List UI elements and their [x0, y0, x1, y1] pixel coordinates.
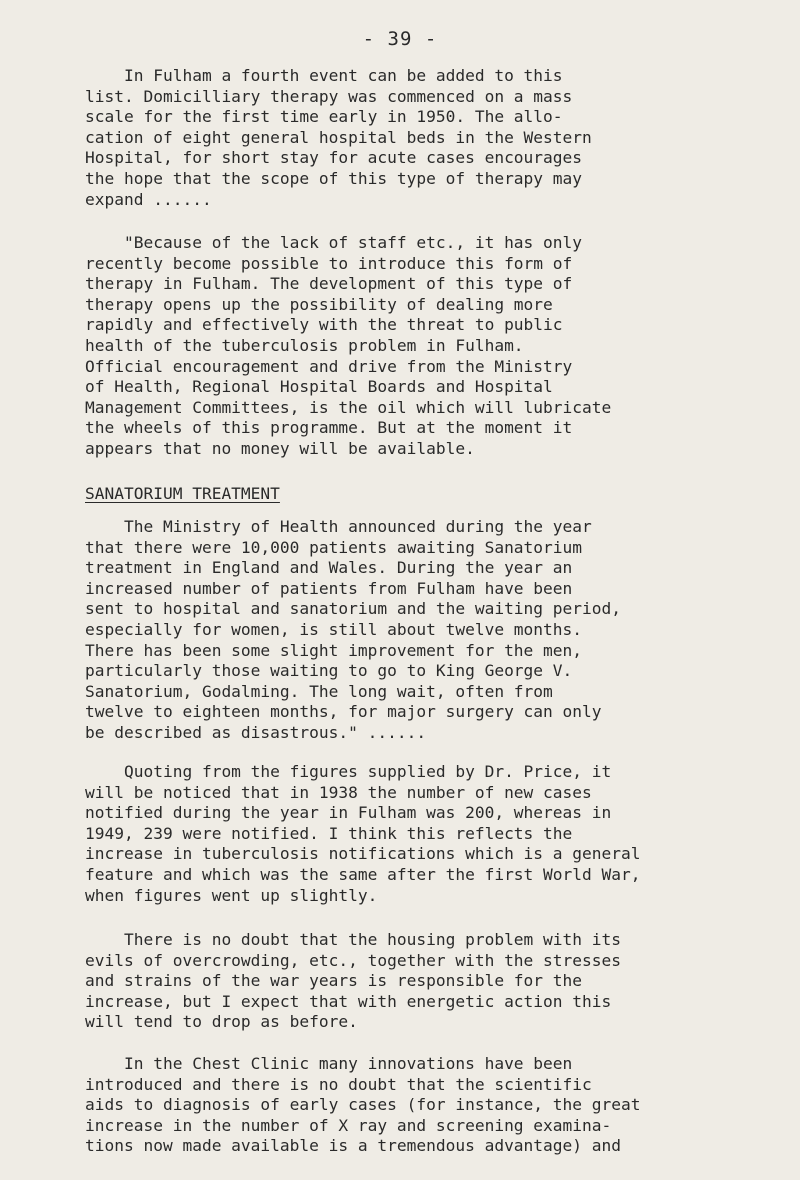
- text-line: feature and which was the same after the first World War,: [85, 864, 641, 884]
- text-line: and strains of the war years is responsible for the: [85, 971, 583, 991]
- text-line: Hospital, for short stay for acute cases encourages: [85, 148, 583, 168]
- text-line: introduced and there is no doubt that the scientific: [85, 1074, 592, 1094]
- text-line: increase in tuberculosis notifications which is a general: [85, 844, 641, 864]
- text-line: aids to diagnosis of early cases (for instance, the great: [85, 1095, 641, 1115]
- paragraph-fourth-event: [85, 66, 755, 210]
- paragraph-quoting-figures: [85, 762, 755, 906]
- text-line: Management Committees, is the oil which will lubricate: [85, 397, 612, 417]
- text-line: will tend to drop as before.: [85, 1012, 358, 1032]
- text-line: appears that no money will be available.: [85, 438, 475, 458]
- text-line: health of the tuberculosis problem in Fulham.: [85, 335, 524, 355]
- text-line: that there were 10,000 patients awaiting Sanatorium: [85, 537, 583, 557]
- text-line: Quoting from the figures supplied by Dr. Price, it: [85, 762, 612, 781]
- text-line: There has been some slight improvement for the men,: [85, 640, 583, 660]
- text-line: the hope that the scope of this type of therapy may: [85, 168, 583, 188]
- text-line: when figures went up slightly.: [85, 885, 378, 905]
- text-line: the wheels of this programme. But at the moment it: [85, 418, 573, 438]
- text-line: evils of overcrowding, etc., together with the stresses: [85, 950, 622, 970]
- text-line: Official encouragement and drive from the Ministry: [85, 356, 573, 376]
- text-line: Sanatorium, Godalming. The long wait, often from: [85, 681, 553, 701]
- text-line: increase in the number of X ray and screening examina-: [85, 1115, 612, 1135]
- text-line: sent to hospital and sanatorium and the waiting period,: [85, 599, 622, 619]
- text-line: will be noticed that in 1938 the number of new cases: [85, 782, 592, 802]
- text-line: increased number of patients from Fulham have been: [85, 578, 573, 598]
- text-line: notified during the year in Fulham was 200, whereas in: [85, 803, 612, 823]
- text-line: of Health, Regional Hospital Boards and Hospital: [85, 377, 553, 397]
- text-line: twelve to eighteen months, for major surgery can only: [85, 702, 602, 722]
- text-line: 1949, 239 were notified. I think this reflects the: [85, 823, 573, 843]
- page-number: - 39 -: [362, 28, 438, 50]
- section-heading-sanatorium-treatment: SANATORIUM TREATMENT: [85, 484, 280, 503]
- text-line: In Fulham a fourth event can be added to this: [85, 66, 563, 85]
- text-line: The Ministry of Health announced during the year: [85, 517, 592, 536]
- text-line: rapidly and effectively with the threat to public: [85, 315, 563, 335]
- text-line: There is no doubt that the housing problem with its: [85, 930, 622, 949]
- text-line: be described as disastrous." ......: [85, 722, 427, 742]
- paragraph-chest-clinic: [85, 1054, 755, 1157]
- text-line: In the Chest Clinic many innovations have been: [85, 1054, 573, 1073]
- paragraph-lack-of-staff: [85, 233, 755, 460]
- text-line: recently become possible to introduce this form of: [85, 253, 573, 273]
- text-line: "Because of the lack of staff etc., it has only: [85, 233, 583, 252]
- text-line: list. Domicilliary therapy was commenced on a mass: [85, 86, 573, 106]
- paragraph-housing-problem: [85, 930, 755, 1033]
- text-line: particularly those waiting to go to King George V.: [85, 661, 573, 681]
- text-line: treatment in England and Wales. During the year an: [85, 558, 573, 578]
- text-line: tions now made available is a tremendous advantage) and: [85, 1136, 622, 1156]
- text-line: therapy opens up the possibility of dealing more: [85, 294, 553, 314]
- text-line: expand ......: [85, 189, 212, 209]
- text-line: cation of eight general hospital beds in the Western: [85, 127, 592, 147]
- text-line: especially for women, is still about twelve months.: [85, 619, 583, 639]
- text-line: therapy in Fulham. The development of this type of: [85, 274, 573, 294]
- text-line: increase, but I expect that with energetic action this: [85, 991, 612, 1011]
- text-line: scale for the first time early in 1950. The allo-: [85, 107, 563, 127]
- paragraph-ministry-of-health: [85, 517, 755, 744]
